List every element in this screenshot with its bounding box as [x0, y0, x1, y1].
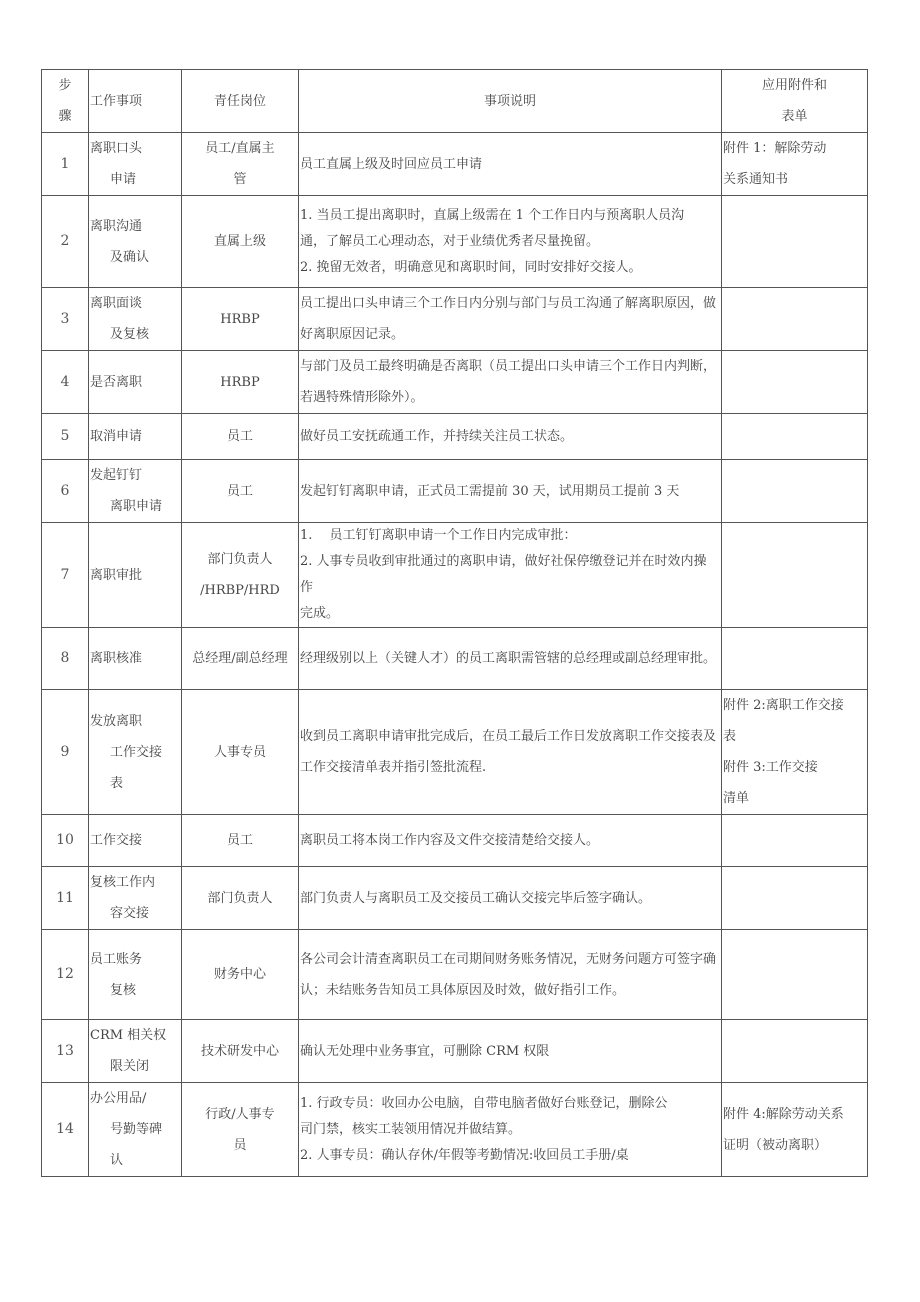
- table-row: [42, 351, 868, 414]
- task-cell: 办公用品/ 号勤等碑 认: [89, 1083, 182, 1177]
- description-cell: 员工提出口头申请三个工作日内分别与部门与员工沟通了解离职原因，做 好离职原因记录。: [299, 288, 722, 351]
- step-number: 8: [42, 628, 89, 690]
- role-cell: 员工: [182, 460, 299, 523]
- task-cell: 工作交接: [89, 815, 182, 867]
- role-cell: 部门负责人: [182, 867, 299, 930]
- description-cell: 经理级别以上（关键人才）的员工离职需管辖的总经理或副总经理审批。: [299, 628, 722, 690]
- table-row: [42, 133, 868, 196]
- table-row: [42, 628, 868, 690]
- description-cell: 确认无处理中业务事宜，可删除 CRM 权限: [299, 1020, 722, 1083]
- description-cell: 各公司会计清查离职员工在司期间财务账务情况，无财务问题方可签字确 认；未结账务告知员工具体原因及时效，做好指引工作。: [299, 930, 722, 1020]
- header-step: 步 骤: [42, 70, 89, 133]
- header-role: 青任岗位: [182, 70, 299, 133]
- description-cell: 1. 员工钉钉离职申请一个工作日内完成审批： 2. 人事专员收到审批通过的离职申请，做好社保停缴登记并在时效内操作 完成。: [299, 523, 722, 628]
- header-desc: 事项说明: [299, 70, 722, 133]
- task-cell: 取消申请: [89, 414, 182, 460]
- description-cell: 做好员工安抚疏通工作，并持续关注员工状态。: [299, 414, 722, 460]
- role-cell: 总经理/副总经理: [182, 628, 299, 690]
- role-cell: HRBP: [182, 288, 299, 351]
- header-task: 工作事项: [89, 70, 182, 133]
- role-cell: 部门负责人 /HRBP/HRD: [182, 523, 299, 628]
- task-cell: 员工账务 复核: [89, 930, 182, 1020]
- attachment-cell: [722, 196, 868, 288]
- role-cell: 员工: [182, 414, 299, 460]
- description-cell: 1. 行政专员：收回办公电脑，自带电脑者做好台账登记，删除公 司门禁，核实工装领用情况并做结算。 2. 人事专员：确认存休/年假等考勤情况:收回员工手册/桌: [299, 1083, 722, 1177]
- description-cell: 部门负责人与离职员工及交接员工确认交接完毕后签字确认。: [299, 867, 722, 930]
- step-number: 6: [42, 460, 89, 523]
- description-cell: 与部门及员工最终明确是否离职（员工提出口头申请三个工作日内判断， 若遇特殊情形除外）。: [299, 351, 722, 414]
- attachment-cell: [722, 1020, 868, 1083]
- step-number: 1: [42, 133, 89, 196]
- step-number: 9: [42, 690, 89, 815]
- attachment-cell: [722, 460, 868, 523]
- attachment-cell: 附件 4:解除劳动关系 证明（被动离职）: [722, 1083, 868, 1177]
- attachment-cell: [722, 288, 868, 351]
- table-row: [42, 460, 868, 523]
- table-row: [42, 523, 868, 628]
- task-cell: 发起钉钉 离职申请: [89, 460, 182, 523]
- role-cell: 技术研发中心: [182, 1020, 299, 1083]
- attachment-cell: [722, 351, 868, 414]
- task-cell: 离职审批: [89, 523, 182, 628]
- description-cell: 离职员工将本岗工作内容及文件交接清楚给交接人。: [299, 815, 722, 867]
- role-cell: HRBP: [182, 351, 299, 414]
- attachment-cell: 附件 2:离职工作交接 表 附件 3:工作交接 清单: [722, 690, 868, 815]
- description-cell: 员工直属上级及时回应员工申请: [299, 133, 722, 196]
- table-row: [42, 1083, 868, 1177]
- task-cell: 离职沟通 及确认: [89, 196, 182, 288]
- step-number: 13: [42, 1020, 89, 1083]
- role-cell: 员工: [182, 815, 299, 867]
- table-row: [42, 196, 868, 288]
- role-cell: 财务中心: [182, 930, 299, 1020]
- attachment-cell: [722, 628, 868, 690]
- description-cell: 1. 当员工提出离职时，直属上级需在 1 个工作日内与预离职人员沟 通，了解员工心理动态，对于业绩优秀者尽量挽留。 2. 挽留无效者，明确意见和离职时间，同时安排好交接人。: [299, 196, 722, 288]
- role-cell: 员工/直属主 管: [182, 133, 299, 196]
- table-row: [42, 690, 868, 815]
- task-cell: 离职口头 申请: [89, 133, 182, 196]
- step-number: 5: [42, 414, 89, 460]
- step-number: 11: [42, 867, 89, 930]
- step-number: 10: [42, 815, 89, 867]
- step-number: 2: [42, 196, 89, 288]
- attachment-cell: [722, 867, 868, 930]
- role-cell: 行政/人事专 员: [182, 1083, 299, 1177]
- task-cell: CRM 相关权 限关闭: [89, 1020, 182, 1083]
- step-number: 4: [42, 351, 89, 414]
- attachment-cell: [722, 815, 868, 867]
- step-number: 3: [42, 288, 89, 351]
- task-cell: 离职面谈 及复核: [89, 288, 182, 351]
- resignation-process-table: [41, 69, 868, 1177]
- step-number: 7: [42, 523, 89, 628]
- table-header-row: [42, 70, 868, 133]
- table-row: [42, 867, 868, 930]
- header-attach: 应用附件和 表单: [722, 70, 868, 133]
- role-cell: 人事专员: [182, 690, 299, 815]
- table-row: [42, 1020, 868, 1083]
- description-cell: 收到员工离职申请审批完成后，在员工最后工作日发放离职工作交接表及 工作交接清单表并指引签批流程.: [299, 690, 722, 815]
- table-row: [42, 930, 868, 1020]
- table-row: [42, 815, 868, 867]
- attachment-cell: [722, 523, 868, 628]
- task-cell: 是否离职: [89, 351, 182, 414]
- description-cell: 发起钉钉离职申请，正式员工需提前 30 天，试用期员工提前 3 天: [299, 460, 722, 523]
- table-row: [42, 414, 868, 460]
- table-row: [42, 288, 868, 351]
- attachment-cell: 附件 1：解除劳动 关系通知书: [722, 133, 868, 196]
- task-cell: 复核工作内 容交接: [89, 867, 182, 930]
- attachment-cell: [722, 930, 868, 1020]
- attachment-cell: [722, 414, 868, 460]
- task-cell: 发放离职 工作交接 表: [89, 690, 182, 815]
- task-cell: 离职核准: [89, 628, 182, 690]
- step-number: 12: [42, 930, 89, 1020]
- step-number: 14: [42, 1083, 89, 1177]
- role-cell: 直属上级: [182, 196, 299, 288]
